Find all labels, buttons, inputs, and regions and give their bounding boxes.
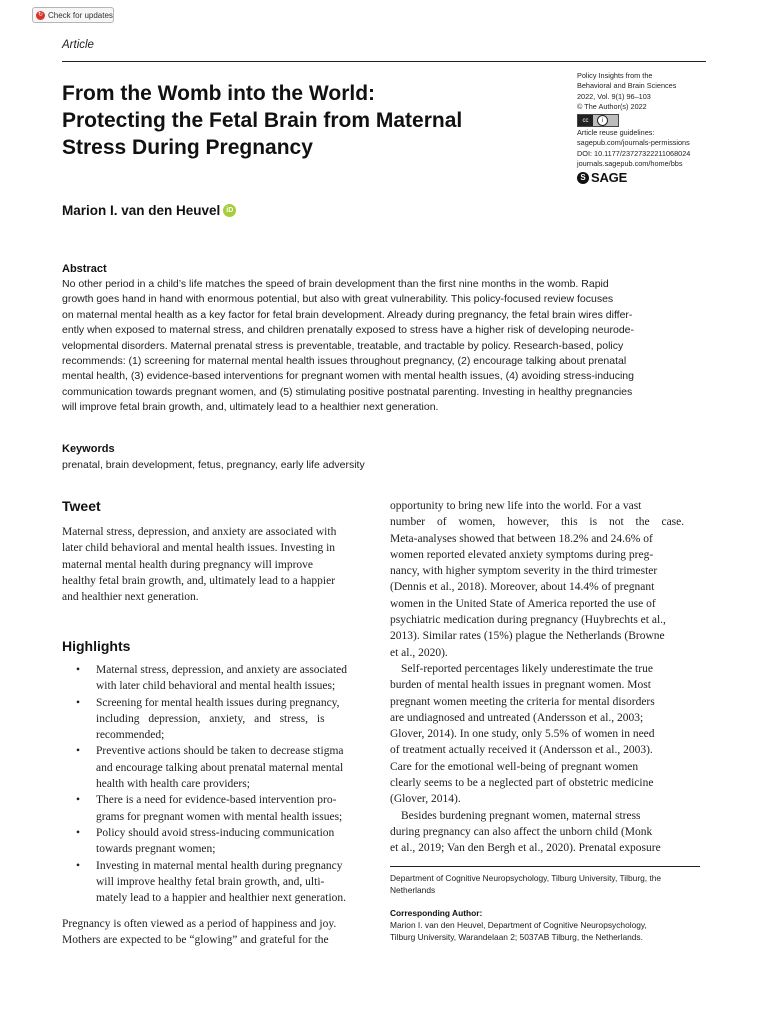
body-line: Mothers are expected to be “glowing” and grateful for the — [62, 934, 329, 947]
body-line: Pregnancy is often viewed as a period of happiness and joy. — [62, 918, 337, 930]
highlight-line: • Policy should avoid stress-inducing communication — [96, 826, 335, 839]
right-column-text — [390, 498, 702, 857]
corresponding-author-heading: Corresponding Author: — [390, 908, 483, 918]
body-line: psychiatric medication during pregnancy (Huybrechts et al., — [390, 614, 666, 627]
attribution-icon: i — [597, 115, 608, 126]
highlight-line: • Maternal stress, depression, and anxiety are associated — [96, 664, 347, 676]
sage-s-icon: S — [577, 172, 589, 184]
corresponding-line: Tilburg University, Warandelaan 2; 5037AB Tilburg, the Netherlands. — [390, 931, 643, 942]
abstract-text — [62, 277, 700, 416]
abstract-line: No other period in a child’s life matches the speed of brain development than the first nine months in the womb. Rapid — [62, 278, 609, 290]
title-line: Stress During Pregnancy — [62, 136, 313, 159]
highlight-item — [62, 825, 372, 858]
creative-commons-license-icon[interactable] — [577, 114, 619, 127]
body-line: women in the United State of America reported the use of — [390, 597, 656, 610]
volume-info: 2022, Vol. 9(1) 96–103 — [577, 91, 651, 101]
orcid-icon[interactable]: iD — [223, 204, 236, 217]
body-line: 2013). Similar rates (15%) plague the Netherlands (Browne — [390, 630, 665, 643]
copyright-notice: © The Author(s) 2022 — [577, 101, 647, 111]
title-line: From the Womb into the World: — [62, 82, 376, 105]
journal-homepage-link[interactable]: journals.sagepub.com/home/bbs — [577, 159, 683, 169]
intro-paragraph-start — [62, 916, 372, 949]
journal-name-line: Behavioral and Brain Sciences — [577, 81, 677, 91]
publisher-name: SAGE — [591, 170, 628, 186]
cc-mark: cc — [578, 115, 593, 126]
body-line: women reported elevated anxiety symptoms during preg- — [390, 548, 654, 561]
body-line: et al., 2020). — [390, 646, 448, 659]
keywords-text: prenatal, brain development, fetus, pregnancy, early life adversity — [62, 459, 365, 471]
highlight-line: • Screening for mental health issues during pregnancy, — [96, 696, 340, 709]
abstract-line: recommends: (1) screening for maternal mental health issues throughout pregnancy, (2) encourage talking about prenatal — [62, 355, 627, 368]
abstract-heading: Abstract — [62, 263, 107, 275]
tweet-line: Maternal stress, depression, and anxiety are associated with — [62, 526, 337, 538]
highlight-line: recommended; — [96, 729, 165, 742]
journal-name-line: Policy Insights from the — [577, 71, 653, 80]
tweet-line: maternal mental health during pregnancy will improve — [62, 558, 314, 571]
update-refresh-icon: ↻ — [37, 12, 44, 18]
abstract-line: will improve fetal brain growth, and, ultimately lead to a healthier next generation. — [62, 401, 439, 414]
author-line — [62, 203, 236, 218]
body-line: Meta-analyses showed that between 18.2% and 24.6% of — [390, 532, 653, 545]
highlight-line: with later child behavioral and mental health issues; — [96, 680, 336, 693]
highlight-item — [62, 792, 372, 825]
abstract-line: on maternal mental health as a key factor for fetal brain development. Already during pregnancy, the fetal brain wires differ- — [62, 308, 633, 321]
highlights-list — [62, 662, 372, 906]
body-line: pregnant women meeting the criteria for mental disorders — [390, 695, 655, 708]
tweet-text — [62, 524, 372, 605]
tweet-line: and healthier next generation. — [62, 591, 199, 604]
highlight-item — [62, 695, 372, 744]
reuse-guidelines-link[interactable]: sagepub.com/journals-permissions — [577, 138, 690, 148]
journal-metadata — [577, 71, 717, 184]
highlight-item — [62, 858, 372, 907]
highlight-line: • Investing in maternal mental health during pregnancy — [96, 859, 343, 872]
body-line: burden of mental health issues in pregnant women. Most — [390, 679, 651, 692]
abstract-line: growth goes hand in hand with enormous potential, but also with great vulnerability. This policy-focused review focuses — [62, 293, 614, 306]
highlight-line: including depression, anxiety, and stress, is — [96, 712, 325, 725]
body-line: Glover, 2014). In one study, only 5.5% of women in need — [390, 728, 655, 741]
article-type-label: Article — [62, 39, 94, 51]
highlight-line: health with health care providers; — [96, 778, 250, 791]
reuse-guidelines-label: Article reuse guidelines: — [577, 128, 655, 138]
highlight-item — [62, 743, 372, 792]
body-line: number of women, however, this is not the case. — [390, 516, 685, 529]
affiliation-line: Department of Cognitive Neuropsychology, Tilburg University, Tilburg, the — [390, 873, 662, 883]
body-line: Self-reported percentages likely underestimate the true — [401, 662, 653, 675]
doi-link[interactable]: DOI: 10.1177/23727322211068024 — [577, 148, 691, 158]
highlight-line: towards pregnant women; — [96, 843, 216, 856]
abstract-line: communication towards pregnant women, and (5) stimulating positive postnatal parenting. Investing in healthy pregnancies — [62, 385, 633, 398]
body-line: of treatment actually received it (Andersson et al., 2003). — [390, 744, 653, 757]
body-line: clearly seems to be a neglected part of obstetric medicine — [390, 777, 654, 790]
tweet-line: healthy fetal brain growth, and, ultimately lead to a happier — [62, 574, 336, 587]
keywords-heading: Keywords — [62, 443, 115, 455]
affiliation-line: Netherlands — [390, 884, 436, 895]
body-line: (Glover, 2014). — [390, 793, 461, 806]
affiliation-note — [390, 873, 702, 897]
abstract-line: ently when exposed to maternal stress, and children prenatally exposed to stress have a higher risk of developing neurode- — [62, 324, 634, 337]
title-line: Protecting the Fetal Brain from Maternal — [62, 109, 463, 132]
highlight-line: grams for pregnant women with mental health issues; — [96, 810, 343, 823]
corresponding-line: Marion I. van den Heuvel, Department of Cognitive Neuropsychology, — [390, 920, 647, 930]
highlight-item — [62, 662, 372, 695]
body-line: opportunity to bring new life into the world. For a vast — [390, 500, 642, 512]
check-for-updates-button[interactable] — [32, 7, 114, 23]
check-for-updates-label: Check for updates — [48, 10, 113, 20]
highlight-line: • There is a need for evidence-based intervention pro- — [96, 794, 337, 807]
body-line: during pregnancy can also affect the unborn child (Monk — [390, 825, 653, 838]
highlights-heading: Highlights — [62, 638, 131, 654]
header-divider — [62, 61, 706, 62]
corresponding-author-address — [390, 920, 647, 944]
highlight-line: • Preventive actions should be taken to decrease stigma — [96, 745, 344, 758]
body-line: Care for the emotional well-being of pregnant women — [390, 760, 639, 773]
body-line: nancy, with higher symptom severity in the third trimester — [390, 565, 658, 578]
highlight-line: mately lead to a happier and healthier next generation. — [96, 892, 347, 905]
footnote-divider — [390, 866, 700, 867]
body-line: (Dennis et al., 2018). Moreover, about 14.4% of pregnant — [390, 581, 655, 594]
tweet-heading: Tweet — [62, 498, 101, 514]
body-line: et al., 2019; Van den Bergh et al., 2020). Prenatal exposure — [390, 842, 661, 855]
body-line: are undiagnosed and untreated (Andersson et al., 2003; — [390, 711, 644, 724]
tweet-line: later child behavioral and mental health issues. Investing in — [62, 542, 336, 555]
abstract-line: mental health, (3) evidence-based interventions for pregnant women with mental health issues, (4) avoiding stress-inducing — [62, 370, 634, 383]
body-line: Besides burdening pregnant women, maternal stress — [401, 809, 641, 822]
publisher-logo — [577, 172, 717, 184]
highlight-line: and encourage talking about prenatal maternal mental — [96, 761, 344, 774]
author-name[interactable]: Marion I. van den Heuvel — [62, 203, 221, 218]
highlight-line: will improve healthy fetal brain growth, and, ulti- — [96, 875, 325, 888]
abstract-line: velopmental disorders. Maternal prenatal stress is preventable, treatable, and tractable by policy. Research-based, policy — [62, 339, 624, 352]
article-title — [62, 80, 532, 161]
